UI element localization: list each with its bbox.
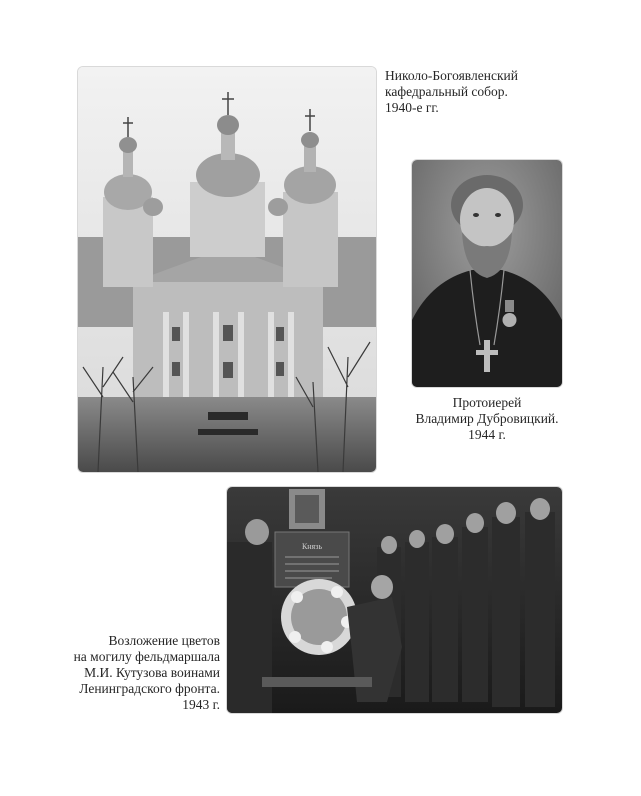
wreath-laying-photo [227, 487, 562, 713]
wreath-caption-line-2: на могилу фельдмаршала [73, 649, 220, 664]
cathedral-image [78, 67, 376, 472]
plaque-title: Князь [301, 542, 323, 551]
cathedral-caption-line-2: кафедральный собор. [385, 84, 508, 99]
cathedral-caption [385, 68, 518, 116]
priest-portrait-photo [412, 160, 562, 387]
priest-caption-line-2: Владимир Дубровицкий. [415, 411, 559, 426]
cathedral-caption-line-1: Николо-Богоявленский [385, 68, 518, 83]
wreath-caption-line-3: М.И. Кутузова воинами [84, 665, 220, 680]
priest-caption-line-3: 1944 г. [468, 427, 506, 442]
priest-caption-line-1: Протоиерей [452, 395, 522, 410]
cathedral-caption-line-3: 1940-е гг. [385, 100, 439, 115]
wreath-caption-line-5: 1943 г. [182, 697, 220, 712]
cathedral-photo [78, 67, 376, 472]
wreath-caption-line-1: Возложение цветов [108, 633, 220, 648]
wreath-laying-image [227, 487, 562, 713]
wreath-caption [60, 633, 220, 713]
priest-caption [402, 395, 572, 443]
wreath-caption-line-4: Ленинградского фронта. [79, 681, 220, 696]
priest-portrait-image [412, 160, 562, 387]
